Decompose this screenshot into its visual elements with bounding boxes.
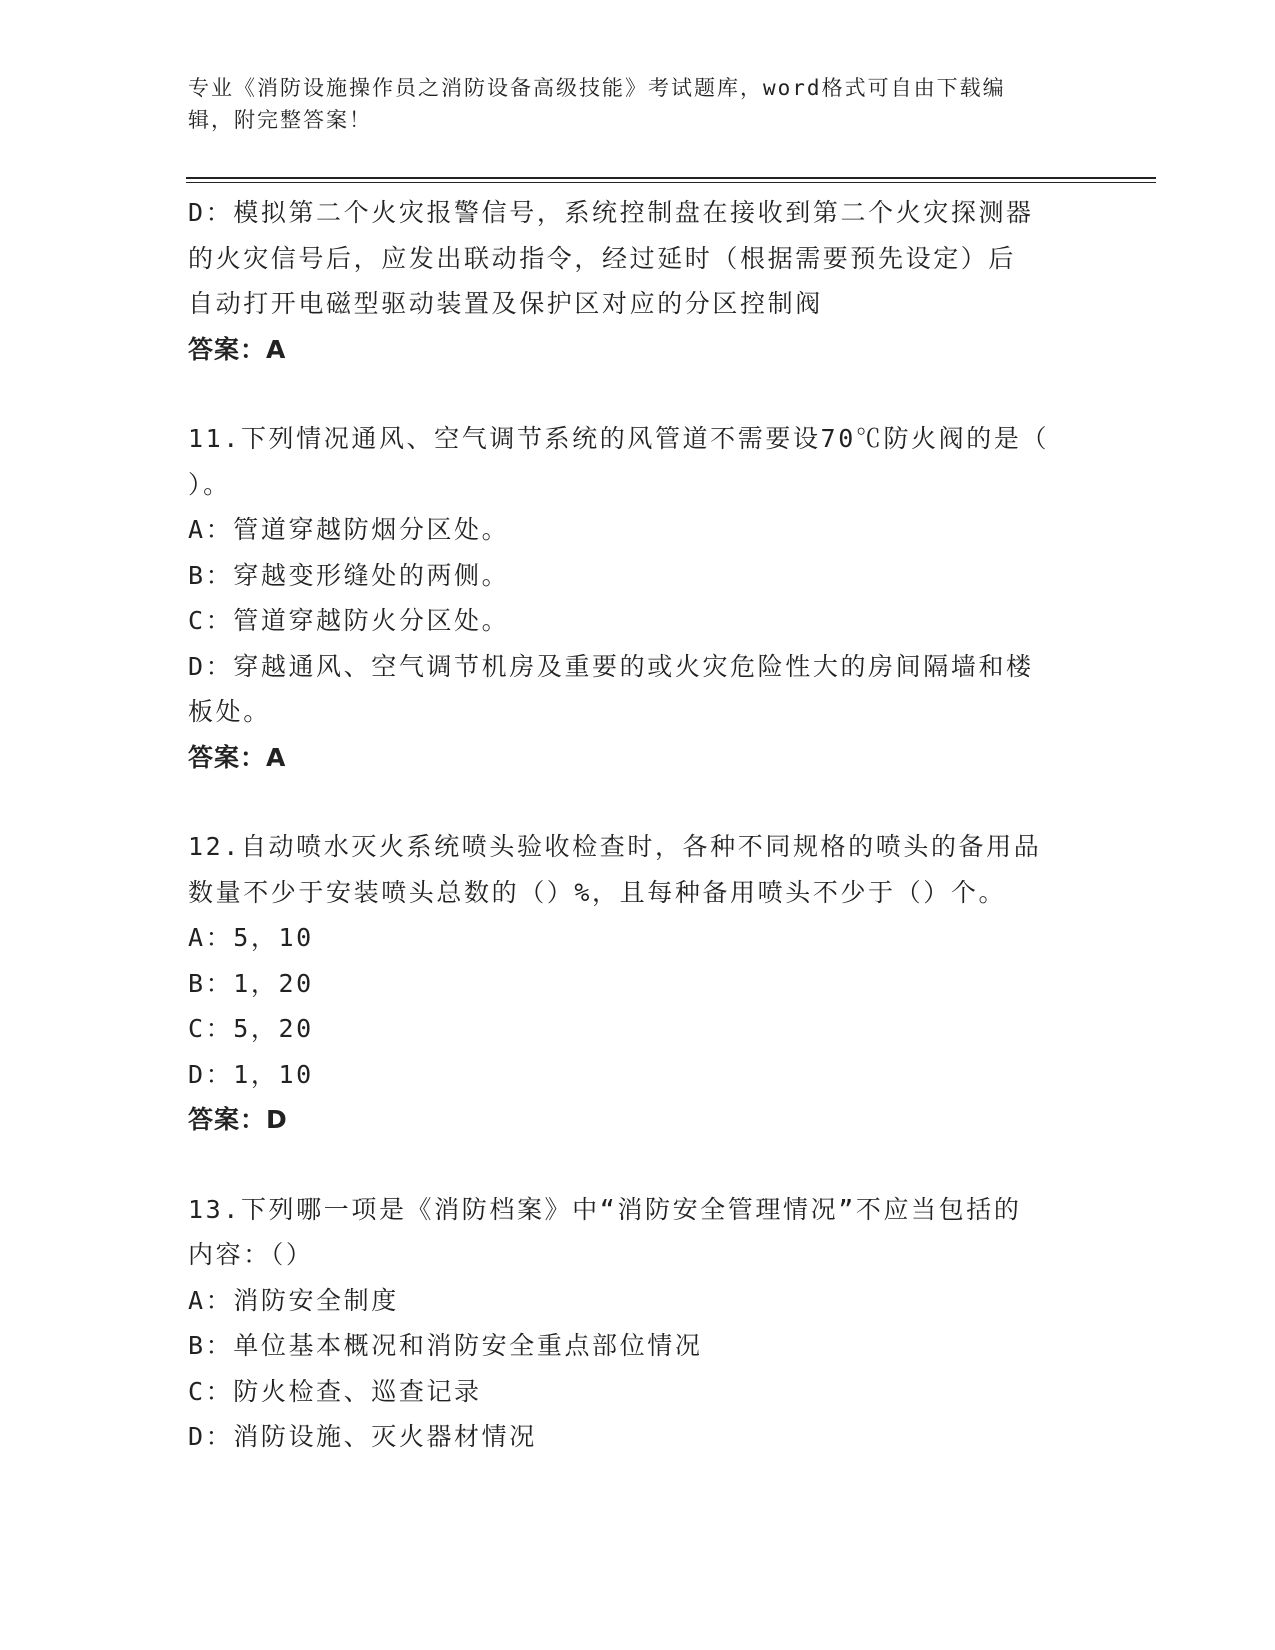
document-header [188,72,1088,136]
option-d-line-1: D：穿越通风、空气调节机房及重要的或火灾危险性大的房间隔墙和楼 [188,651,1034,681]
option-a: A：管道穿越防烟分区处。 [188,515,510,544]
option-d: D：消防设施、灭火器材情况 [188,1422,537,1451]
answer-line: 答案：A [188,334,287,364]
spacer [188,1143,1088,1187]
option-d-line-2: 板处。 [188,697,271,726]
document-body [188,190,1088,1460]
question-stem-line-2: ）。 [188,469,231,499]
question-stem-line-1: 12.自动喷水灭火系统喷头验收检查时，各种不同规格的喷头的备用品 [188,832,1042,861]
header-divider-thin [186,182,1156,183]
header-divider-thick [186,177,1156,179]
option-d-line-3: 自动打开电磁型驱动装置及保护区对应的分区控制阀 [188,289,823,318]
answer-line: 答案：D [188,1105,288,1134]
question-stem-line-1: 13.下列哪一项是《消防档案》中“消防安全管理情况”不应当包括的 [188,1194,1022,1224]
option-b: B：穿越变形缝处的两侧。 [188,560,510,590]
answer-line: 答案：A [188,742,287,772]
header-line-1: 专业《消防设施操作员之消防设备高级技能》考试题库，word格式可自由下载编 [188,76,1006,100]
option-d-line-1: D：模拟第二个火灾报警信号，系统控制盘在接收到第二个火灾探测器 [188,198,1034,227]
option-c: C：防火检查、巡查记录 [188,1376,482,1406]
option-c: C：管道穿越防火分区处。 [188,606,510,635]
question-stem-line-2: 数量不少于安装喷头总数的（）%，且每种备用喷头不少于（）个。 [188,877,1007,907]
option-c: C：5，20 [188,1014,314,1043]
question-stem-line-1: 11.下列情况通风、空气调节系统的风管道不需要设70℃防火阀的是（ [188,424,1050,453]
option-a: A：5，10 [188,923,314,952]
question-stem-line-2: 内容：（） [188,1240,314,1269]
question-12 [188,824,1088,1143]
spacer [188,780,1088,824]
question-13 [188,1187,1088,1460]
option-d-line-2: 的火灾信号后，应发出联动指令，经过延时（根据需要预先设定）后 [188,243,1017,273]
question-10-continued [188,190,1088,372]
option-d: D：1，10 [188,1059,314,1089]
header-line-2: 辑，附完整答案！ [188,108,372,132]
spacer [188,372,1088,416]
option-b: B：1，20 [188,968,314,998]
option-b: B：单位基本概况和消防安全重点部位情况 [188,1331,703,1360]
question-11 [188,416,1088,780]
option-a: A：消防安全制度 [188,1285,399,1315]
